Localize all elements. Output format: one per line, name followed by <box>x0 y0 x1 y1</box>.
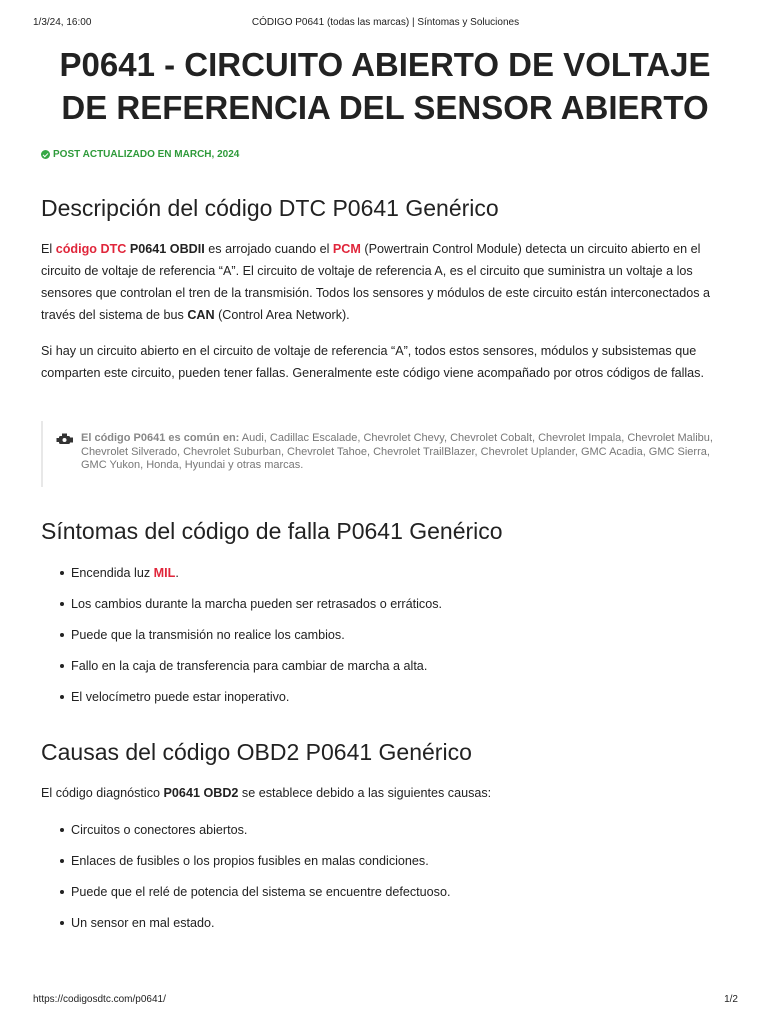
symptoms-heading: Síntomas del código de falla P0641 Genérico <box>41 518 503 544</box>
list-item: El velocímetro puede estar inoperativo. <box>41 689 729 705</box>
symptoms-list <box>41 565 729 705</box>
check-circle-icon <box>41 150 50 159</box>
list-item: Fallo en la caja de transferencia para cambiar de marcha a alta. <box>41 658 729 674</box>
page-url: https://codigosdtc.com/p0641/ <box>33 994 166 1005</box>
callout-lead: El código P0641 es común en: <box>81 432 240 444</box>
bold-code: P0641 OBD2 <box>163 786 239 800</box>
list-item <box>41 565 729 581</box>
print-footer <box>33 994 738 1008</box>
print-date: 1/3/24, 16:00 <box>33 17 92 28</box>
print-page-title: CÓDIGO P0641 (todas las marcas) | Síntomas y Soluciones <box>251 17 520 28</box>
description-paragraph-1 <box>41 238 729 326</box>
text-run: se establece debido a las siguientes causas: <box>238 786 492 800</box>
updated-text: POST ACTUALIZADO EN MARCH, 2024 <box>53 149 240 160</box>
list-item: Circuitos o conectores abiertos. <box>41 822 729 838</box>
bold-can: CAN <box>187 308 215 322</box>
text-run: El código diagnóstico <box>41 786 164 800</box>
text-run: Encendida luz <box>71 566 154 580</box>
mil-link[interactable]: MIL <box>153 566 176 580</box>
dtc-code-link[interactable]: código DTC <box>55 242 127 256</box>
description-heading: Descripción del código DTC P0641 Genérico <box>41 195 499 221</box>
common-makes-callout <box>41 421 731 487</box>
pcm-link[interactable]: PCM <box>332 242 361 256</box>
list-item: Los cambios durante la marcha pueden ser retrasados o erráticos. <box>41 596 729 612</box>
engine-icon <box>56 432 74 446</box>
list-item: Puede que la transmisión no realice los cambios. <box>41 627 729 643</box>
page-number: 1/2 <box>724 994 738 1005</box>
bold-code: P0641 OBDII <box>129 242 205 256</box>
description-paragraph-2: Si hay un circuito abierto en el circuito de voltaje de referencia “A”, todos estos sensores, módulos y subsistemas que comparten este circuito, pueden tener fallas. Generalmente este código viene acompañado por otros códigos de fallas. <box>41 344 704 380</box>
list-item: Un sensor en mal estado. <box>41 915 729 931</box>
text-run: El <box>41 242 56 256</box>
causes-intro <box>41 782 729 804</box>
list-item: Puede que el relé de potencia del sistema se encuentre defectuoso. <box>41 884 729 900</box>
list-item: Enlaces de fusibles o los propios fusibles en malas condiciones. <box>41 853 729 869</box>
text-run: (Control Area Network). <box>214 308 350 322</box>
text-run: . <box>175 566 179 580</box>
text-run: (Powertrain Control Module) detecta un circuito abierto en el circuito de voltaje de referencia “A”. El circuito de voltaje de referencia A, es el circuito que suministra un voltaje a los sensores que controlan el tren de la transmisión. Todos los sensores y módulos de este circuito están interconectados a través del sistema de bus <box>41 242 711 322</box>
causes-list <box>41 822 729 931</box>
callout-text <box>81 432 721 473</box>
causes-heading: Causas del código OBD2 P0641 Genérico <box>41 739 472 765</box>
article-title: P0641 - CIRCUITO ABIERTO DE VOLTAJE DE REFERENCIA DEL SENSOR ABIERTO <box>59 46 711 126</box>
print-header <box>33 17 738 31</box>
text-run: es arrojado cuando el <box>204 242 333 256</box>
callout-makes: Audi, Cadillac Escalade, Chevrolet Chevy, Chevrolet Cobalt, Chevrolet Impala, Chevrolet Malibu, Chevrolet Silverado, Chevrolet Suburban, Chevrolet Tahoe, Chevrolet TrailBlazer, Chevrolet Uplander, GMC Acadia, GMC Sierra, GMC Yukon, Honda, Hyundai y otras marcas. <box>81 432 713 471</box>
updated-badge <box>41 149 239 160</box>
